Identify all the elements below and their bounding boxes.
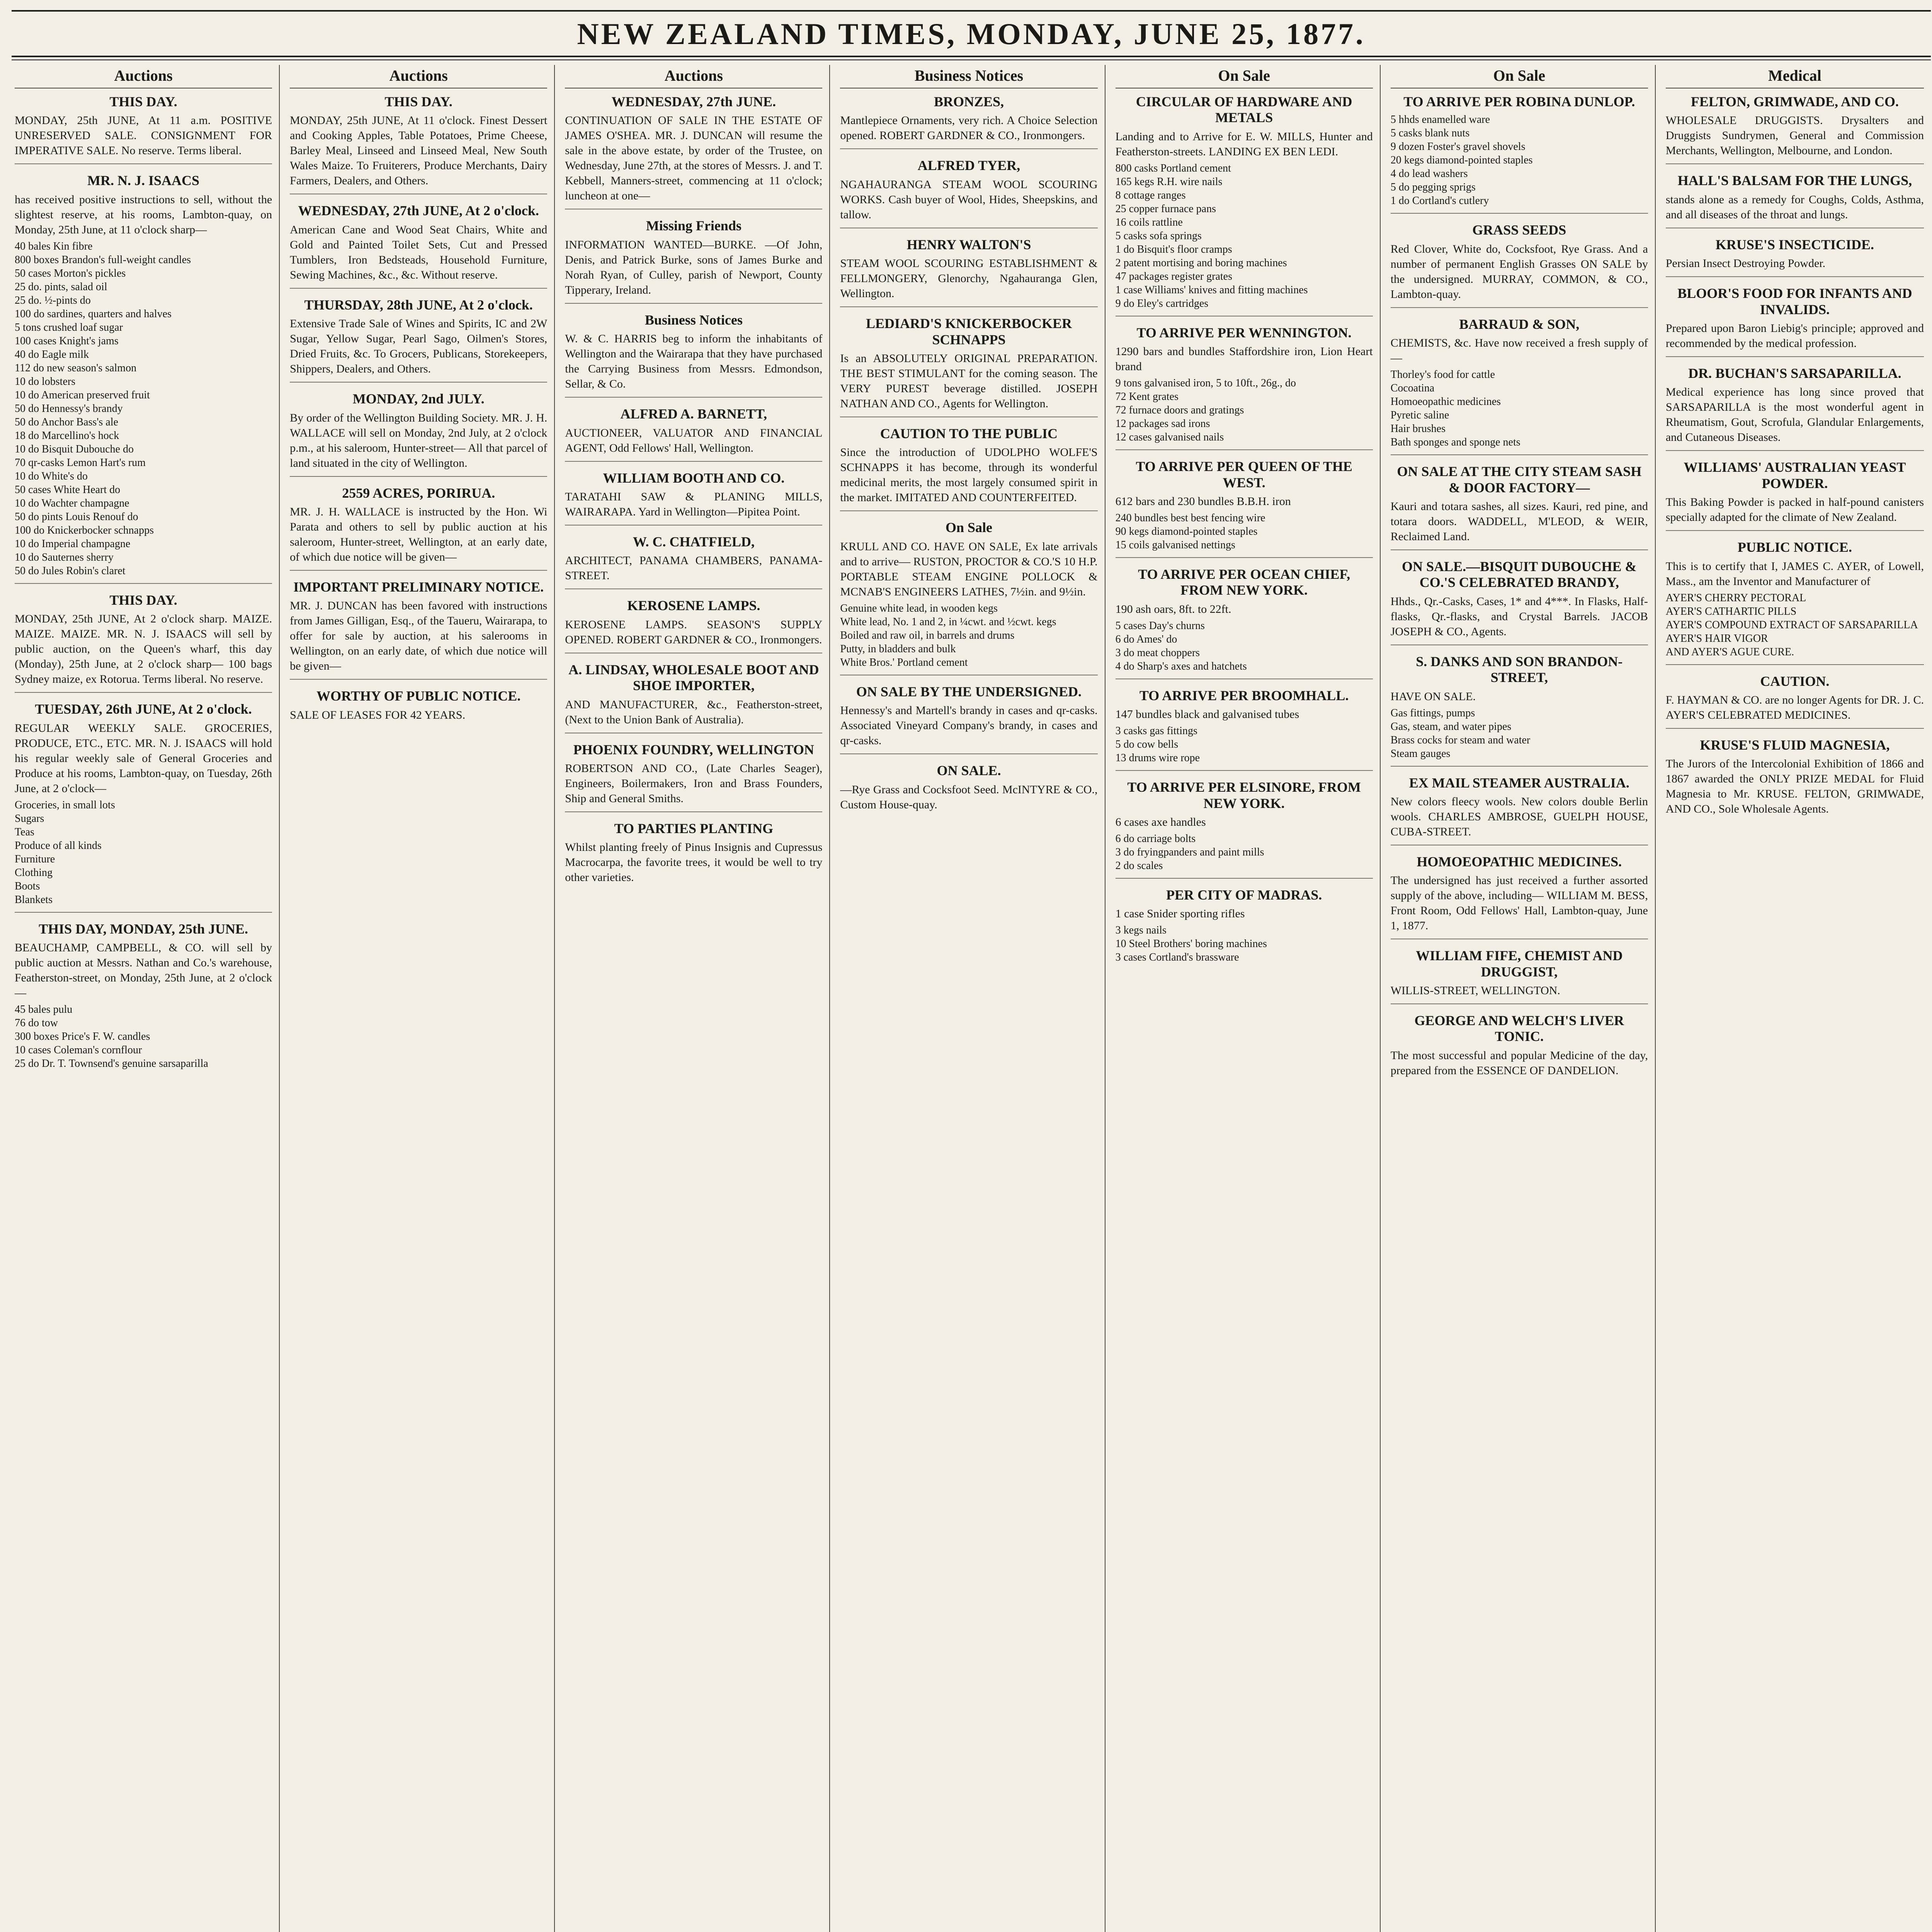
list-item: 5 cases Day's churns [1115, 619, 1205, 632]
notice-title: BLOOR'S FOOD FOR INFANTS AND INVALIDS. [1677, 286, 1912, 317]
notice-list [1116, 923, 1373, 964]
notice-title: ALFRED A. BARNETT, [620, 406, 767, 422]
notice [840, 316, 1097, 417]
notice-list [840, 602, 1097, 669]
notice [290, 688, 547, 728]
notice [1391, 559, 1648, 645]
notice [1116, 688, 1373, 771]
notice-body: The undersigned has just received a further assorted supply of the above, including— WILLIAM M. BESS, Front Room, Odd Fellows' Hall, Lambton-quay, June 1, 1877. [1390, 874, 1648, 932]
notice-title: DR. BUCHAN'S SARSAPARILLA. [1688, 365, 1901, 381]
notice-title: BARRAUD & SON, [1459, 316, 1580, 332]
list-item: 45 bales pulu [15, 1003, 73, 1015]
notice [1391, 1013, 1648, 1083]
notice-title: TO PARTIES PLANTING [614, 820, 774, 836]
list-item: 100 do Knickerbocker schnapps [15, 524, 154, 536]
notice [1666, 737, 1924, 822]
notice-title: THIS DAY. [109, 94, 177, 109]
notice-body: Red Clover, White do, Cocksfoot, Rye Grass. And a number of permanent English Grasses ON SALE by the undersigned. MURRAY, COMMON, & CO., Lambton-quay. [1390, 242, 1648, 301]
notice-title: WEDNESDAY, 27th JUNE. [611, 94, 776, 109]
notice-title: ON SALE. [937, 763, 1001, 779]
notice-title: MR. N. J. ISAACS [87, 173, 200, 189]
notice [1666, 94, 1924, 164]
notice-body: Hennessy's and Martell's brandy in cases and qr-casks. Associated Vineyard Company's brandy, in cases and qr-casks. [840, 704, 1098, 747]
notice-list [15, 1003, 272, 1070]
notice [290, 94, 547, 194]
list-item: 100 cases Knight's jams [15, 335, 119, 347]
notice-body: This Baking Powder is packed in half-pound canisters specially adapted for the climate of New Zealand. [1665, 496, 1924, 524]
column-heading: Business Notices [840, 65, 1097, 88]
list-item: 16 coils rattline [1115, 216, 1183, 228]
list-item: 2 do scales [1115, 859, 1163, 872]
notice-list [1116, 832, 1373, 872]
notice-title: W. C. CHATFIELD, [633, 534, 755, 549]
notice-list [15, 240, 272, 578]
notice-title: HOMOEOPATHIC MEDICINES. [1417, 854, 1622, 869]
list-item: 5 do cow bells [1115, 738, 1179, 751]
list-item: 70 qr-casks Lemon Hart's rum [15, 456, 146, 469]
notice-title: WORTHY OF PUBLIC NOTICE. [316, 688, 521, 704]
notice-title: ON SALE BY THE UNDERSIGNED. [856, 684, 1082, 699]
notice-body: ARCHITECT, PANAMA CHAMBERS, PANAMA-STREET. [565, 554, 823, 582]
list-item: Thorley's food for cattle [1390, 369, 1495, 381]
notice-body: The most successful and popular Medicine of the day, prepared from the ESSENCE OF DANDELION. [1390, 1049, 1648, 1077]
masthead [0, 15, 1932, 53]
list-item: Sugars [15, 812, 44, 825]
list-item: 50 do pints Louis Renouf do [15, 510, 138, 523]
column-heading: On Sale [1391, 65, 1648, 88]
masthead-title: NEW ZEALAND TIMES, MONDAY, JUNE 25, 1877. [577, 17, 1366, 51]
notice-body: Whilst planting freely of Pinus Insignis and Cupressus Macrocarpa, the favorite trees, it would be well to try other varieties. [565, 841, 823, 884]
list-item: Boots [15, 880, 40, 892]
notice-title: KRUSE'S FLUID MAGNESIA, [1700, 737, 1890, 753]
notice [565, 312, 822, 398]
list-item: 15 coils galvanised nettings [1115, 539, 1235, 551]
notice-list [1391, 706, 1648, 760]
list-item: 76 do tow [15, 1017, 58, 1029]
notice-body: KEROSENE LAMPS. SEASON'S SUPPLY OPENED. ROBERT GARDNER & CO., Ironmongers. [565, 618, 823, 646]
notice-body: stands alone as a remedy for Coughs, Colds, Asthma, and all diseases of the throat and lungs. [1665, 193, 1924, 221]
list-item: Furniture [15, 853, 55, 865]
notice [1666, 459, 1924, 531]
list-item: 3 do meat choppers [1115, 646, 1200, 659]
notice-title: PER CITY OF MADRAS. [1166, 887, 1322, 903]
notice [1116, 325, 1373, 450]
notice [1391, 654, 1648, 767]
list-item: 165 kegs R.H. wire nails [1115, 175, 1223, 188]
list-item: 72 furnace doors and gratings [1115, 404, 1244, 417]
notice [565, 470, 822, 526]
notice-body: AND MANUFACTURER, &c., Featherston-street, (Next to the Union Bank of Australia). [565, 698, 823, 726]
notice-title: MONDAY, 2nd JULY. [352, 391, 485, 407]
notice [290, 391, 547, 476]
list-item: Blankets [15, 893, 53, 906]
notice-list [1116, 376, 1373, 444]
list-item: 5 tons crushed loaf sugar [15, 321, 123, 333]
notice-title: TUESDAY, 26th JUNE, At 2 o'clock. [35, 701, 252, 717]
column-heading: Auctions [15, 65, 272, 88]
list-item: 1 do Bisquit's floor cramps [1115, 243, 1232, 255]
notice [1666, 673, 1924, 729]
list-item: 10 do Bisquit Dubouche do [15, 443, 134, 455]
notice [290, 297, 547, 383]
notice-list [15, 798, 272, 906]
notice-title: ON SALE.—BISQUIT DUBOUCHE & CO.'S CELEBRATED BRANDY, [1402, 558, 1637, 590]
notice-body: NGAHAURANGA STEAM WOOL SCOURING WORKS. Cash buyer of Wool, Hides, Sheepskins, and tallow. [840, 178, 1098, 221]
list-item: 40 do Eagle milk [15, 348, 89, 361]
notice-body: The Jurors of the Intercolonial Exhibition of 1866 and 1867 awarded the ONLY PRIZE MEDAL for Fluid Magnesia to Mr. KRUSE. FELTON, GRIMWADE, AND CO., Sole Wholesale Agents. [1665, 757, 1924, 816]
notice-list [1391, 113, 1648, 207]
notice-body: This is to certify that I, JAMES C. AYER, of Lowell, Mass., am the Inventor and Manufacturer of [1665, 560, 1924, 588]
notice-title: HALL'S BALSAM FOR THE LUNGS, [1677, 173, 1912, 189]
list-item: 10 do Imperial champagne [15, 537, 131, 550]
list-item: 6 do Ames' do [1115, 633, 1177, 645]
notice [1116, 94, 1373, 316]
list-item: 10 do White's do [15, 470, 88, 482]
notice-body: STEAM WOOL SCOURING ESTABLISHMENT & FELLMONGERY, Glenorchy, Ngahauranga Glen, Wellington. [840, 257, 1098, 300]
list-item: 90 kegs diamond-pointed staples [1115, 525, 1258, 537]
list-item: 50 do Jules Robin's claret [15, 565, 126, 577]
notice-title: FELTON, GRIMWADE, AND CO. [1690, 94, 1899, 109]
list-item: Groceries, in small lots [15, 799, 115, 811]
notice [15, 921, 272, 1076]
list-item: Cocoatina [1390, 382, 1435, 395]
column-2 [287, 65, 555, 1932]
notice-body: CHEMISTS, &c. Have now received a fresh supply of— [1390, 337, 1648, 365]
list-item: 6 do carriage bolts [1115, 832, 1196, 845]
list-item: 112 do new season's salmon [15, 362, 137, 374]
column-6 [1388, 65, 1656, 1932]
notice [565, 821, 822, 890]
notice-body: By order of the Wellington Building Society. MR. J. H. WALLACE will sell on Monday, 2nd July, at 2 o'clock p.m., at his saleroom, Hunter-street— All that parcel of land situated in the city of Wellington. [290, 411, 548, 469]
notice-body: Since the introduction of UDOLPHO WOLFE'S SCHNAPPS it has become, through its wonderful medicinal merits, the most largely consumed spirit in the market. IMITATED AND COUNTERFEITED. [840, 446, 1098, 504]
list-item: 9 tons galvanised iron, 5 to 10ft., 26g., do [1115, 377, 1296, 389]
notice-title: IMPORTANT PRELIMINARY NOTICE. [293, 579, 544, 595]
notice-title: THIS DAY, MONDAY, 25th JUNE. [39, 921, 248, 937]
notice-title: On Sale [945, 520, 992, 536]
list-item: 2 patent mortising and boring machines [1115, 257, 1287, 269]
notice-title: PHOENIX FOUNDRY, WELLINGTON [573, 742, 814, 757]
notice-body: Landing and to Arrive for E. W. MILLS, Hunter and Featherston-streets. LANDING EX BEN LEDI. [1115, 130, 1373, 158]
list-item: 25 do Dr. T. Townsend's genuine sarsaparilla [15, 1057, 208, 1070]
notice [1666, 539, 1924, 665]
list-item: 4 do Sharp's axes and hatchets [1115, 660, 1247, 672]
notice [565, 406, 822, 461]
list-item: 3 cases Cortland's brassware [1115, 951, 1239, 964]
notice-body: INFORMATION WANTED—BURKE. —Of John, Denis, and Patrick Burke, sons of James Burke and Norah Ryan, of Culley, parish of Newport, County Tipperary, Ireland. [565, 238, 823, 296]
list-item: 3 kegs nails [1115, 924, 1167, 937]
column-heading: Auctions [565, 65, 822, 88]
list-item: 25 do. ½-pints do [15, 294, 91, 306]
notice-body: ROBERTSON AND CO., (Late Charles Seager), Engineers, Boilermakers, Iron and Brass Founders, Ship and General Smiths. [565, 762, 823, 805]
notice [290, 203, 547, 288]
notice-list [1666, 591, 1924, 659]
list-item: 800 casks Portland cement [1115, 162, 1231, 174]
notice [1391, 464, 1648, 550]
list-item: 3 do fryingpanders and paint mills [1115, 846, 1264, 858]
notice-list [1116, 724, 1373, 765]
list-item: Teas [15, 826, 34, 838]
list-item: 50 do Anchor Bass's ale [15, 416, 118, 428]
list-item: 10 Steel Brothers' boring machines [1115, 938, 1267, 950]
notice [565, 742, 822, 812]
notice-title: TO ARRIVE PER ELSINORE, FROM NEW YORK. [1127, 779, 1361, 811]
list-item: AYER'S HAIR VIGOR [1665, 632, 1768, 645]
notice [840, 426, 1097, 511]
notice [1391, 222, 1648, 308]
list-item: Boiled and raw oil, in barrels and drums [840, 629, 1015, 641]
list-item: 8 cottage ranges [1115, 189, 1186, 201]
notice-title: CAUTION. [1760, 673, 1830, 689]
notice [840, 684, 1097, 754]
list-item: 3 casks gas fittings [1115, 725, 1197, 737]
notice [840, 763, 1097, 817]
list-item: 1 do Cortland's cutlery [1390, 195, 1489, 207]
notice [1116, 779, 1373, 879]
notice-body: Hhds., Qr.-Casks, Cases, 1* and 4***. In Flasks, Half-flasks, Qr.-flasks, and Crystal Barrels. JACOB JOSEPH & CO., Agents. [1390, 595, 1648, 638]
notice-title: HENRY WALTON'S [906, 236, 1031, 252]
notice-body: Mantlepiece Ornaments, very rich. A Choice Selection opened. ROBERT GARDNER & CO., Ironmongers. [840, 114, 1098, 142]
notice-body: F. HAYMAN & CO. are no longer Agents for DR. J. C. AYER'S CELEBRATED MEDICINES. [1665, 693, 1924, 721]
notice-title: ON SALE AT THE CITY STEAM SASH & DOOR FACTORY— [1397, 464, 1642, 495]
notice-title: Business Notices [645, 312, 743, 328]
notice-title: BRONZES, [934, 94, 1004, 109]
notice-title: THURSDAY, 28th JUNE, At 2 o'clock. [304, 297, 533, 313]
notice-title: KRUSE'S INSECTICIDE. [1715, 236, 1874, 252]
notice [1391, 854, 1648, 939]
list-item: 5 hhds enamelled ware [1390, 114, 1490, 126]
notice-body: Is an ABSOLUTELY ORIGINAL PREPARATION. THE BEST STIMULANT for the coming season. The VERY PUREST beverage distilled. JOSEPH NATHAN AND CO., Agents for Wellington. [840, 352, 1098, 410]
list-item: 9 do Eley's cartridges [1115, 297, 1209, 310]
list-item: 50 cases White Heart do [15, 483, 121, 496]
notice-body: CONTINUATION OF SALE IN THE ESTATE OF JAMES O'SHEA. MR. J. DUNCAN will resume the sale in the above estate, by order of the Trustee, on Wednesday, June 27th, at the stores of Messrs. J. and T. Kebbell, Manners-street, commencing at 11 o'clock; luncheon at one— [565, 114, 823, 202]
column-5 [1112, 65, 1381, 1932]
notice-title: TO ARRIVE PER ROBINA DUNLOP. [1403, 94, 1635, 109]
list-item: 300 boxes Price's F. W. candles [15, 1030, 150, 1043]
notice [15, 701, 272, 912]
list-item: 50 cases Morton's pickles [15, 267, 126, 279]
notice-body: 1290 bars and bundles Staffordshire iron, Lion Heart brand [1115, 345, 1373, 373]
list-item: Clothing [15, 866, 53, 879]
list-item: AYER'S CHERRY PECTORAL [1665, 592, 1806, 604]
notice-body: 1 case Snider sporting rifles [1115, 907, 1245, 920]
list-item: Gas fittings, pumps [1390, 707, 1475, 719]
columns-grid [12, 65, 1931, 1932]
list-item: 10 cases Coleman's cornflour [15, 1044, 142, 1056]
notice [1666, 237, 1924, 277]
notice-body: MONDAY, 25th JUNE, At 2 o'clock sharp. MAIZE. MAIZE. MAIZE. MR. N. J. ISAACS will sell by public auction, on the Queen's wharf, this day (Monday), 25th June, at 2 o'clock sharp— 100 bags Sydney maize, ex Rotorua. Terms liberal. No reserve. [15, 612, 272, 686]
notice-body: Prepared upon Baron Liebig's principle; approved and recommended by the medical profession. [1665, 321, 1924, 350]
notice [290, 485, 547, 571]
notice-body: Persian Insect Destroying Powder. [1665, 257, 1826, 270]
notice [1391, 775, 1648, 845]
notice [1391, 316, 1648, 455]
notice-body: MONDAY, 25th JUNE, At 11 o'clock. Finest Dessert and Cooking Apples, Table Potatoes, Prime Cheese, Barley Meal, Linseed and Linseed Meal, New South Wales Maize. To Fruiterers, Produce Merchants, Dairy Farmers, Dealers, and Others. [290, 114, 548, 187]
list-item: Produce of all kinds [15, 839, 102, 852]
notice [565, 662, 822, 733]
list-item: 1 case Williams' knives and fitting machines [1115, 284, 1308, 296]
notice-body: —Rye Grass and Cocksfoot Seed. McINTYRE & CO., Custom House-quay. [840, 783, 1098, 811]
notice-title: S. DANKS AND SON BRANDON-STREET, [1416, 653, 1623, 685]
column-heading: Medical [1666, 65, 1924, 88]
notice-body: has received positive instructions to sell, without the slightest reserve, at his rooms, Lambton-quay, on Monday, 25th June, at 11 o'clock sharp— [15, 193, 272, 236]
list-item: 9 dozen Foster's gravel shovels [1390, 141, 1526, 153]
notice-body: New colors fleecy wools. New colors double Berlin wools. CHARLES AMBROSE, GUELPH HOUSE, CUBA-STREET. [1390, 795, 1648, 838]
notice [1116, 566, 1373, 679]
column-7 [1663, 65, 1931, 1932]
notice [1116, 459, 1373, 558]
notice-title: WEDNESDAY, 27th JUNE, At 2 o'clock. [298, 203, 539, 219]
notice-body: HAVE ON SALE. [1390, 690, 1476, 703]
notice [15, 592, 272, 693]
column-1 [12, 65, 280, 1932]
list-item: 47 packages register grates [1115, 270, 1232, 282]
notice-body: 6 cases axe handles [1115, 815, 1206, 828]
notice-body: WILLIS-STREET, WELLINGTON. [1390, 984, 1560, 997]
notice-title: 2559 ACRES, PORIRUA. [342, 485, 495, 501]
notice-body: AUCTIONEER, VALUATOR AND FINANCIAL AGENT, Odd Fellows' Hall, Wellington. [565, 426, 823, 454]
notice-body: TARATAHI SAW & PLANING MILLS, WAIRARAPA. Yard in Wellington—Pipitea Point. [565, 490, 823, 518]
notice-body: SALE OF LEASES FOR 42 YEARS. [290, 708, 466, 721]
notice-title: EX MAIL STEAMER AUSTRALIA. [1409, 775, 1629, 791]
column-heading: On Sale [1116, 65, 1373, 88]
list-item: 800 boxes Brandon's full-weight candles [15, 253, 191, 266]
list-item: 18 do Marcellino's hock [15, 429, 119, 442]
list-item: White lead, No. 1 and 2, in ¼cwt. and ½cwt. kegs [840, 616, 1056, 628]
list-item: 5 casks blank nuts [1390, 127, 1470, 139]
list-item: Genuine white lead, in wooden kegs [840, 602, 998, 614]
notice-title: TO ARRIVE PER WENNINGTON. [1136, 325, 1352, 340]
notice-list [1391, 368, 1648, 449]
notice-title: WILLIAM FIFE, CHEMIST AND DRUGGIST, [1416, 948, 1623, 980]
list-item: AYER'S COMPOUND EXTRACT OF SARSAPARILLA [1665, 619, 1918, 631]
notice [565, 94, 822, 209]
notice-title: WILLIAM BOOTH AND CO. [603, 470, 785, 486]
list-item: 25 do. pints, salad oil [15, 281, 107, 293]
list-item: Homoeopathic medicines [1390, 396, 1501, 408]
notice-title: ALFRED TYER, [917, 158, 1020, 173]
notice-body: MR. J. H. WALLACE is instructed by the Hon. Wi Parata and others to sell by public auction at his saleroom, Hunter-street, Wellington, at an early date, of which due notice will be given— [290, 505, 548, 563]
list-item: AYER'S CATHARTIC PILLS [1665, 605, 1797, 617]
notice-title: GRASS SEEDS [1472, 222, 1566, 238]
notice-title: KEROSENE LAMPS. [627, 598, 760, 614]
list-item: 100 do sardines, quarters and halves [15, 308, 172, 320]
notice-body: Kauri and totara sashes, all sizes. Kauri, red pine, and totara doors. WADDELL, M'LEOD, & WEIR, Reclaimed Land. [1390, 500, 1648, 543]
list-item: 20 kegs diamond-pointed staples [1390, 154, 1533, 167]
notice-title: TO ARRIVE PER OCEAN CHIEF, FROM NEW YORK. [1138, 566, 1350, 598]
list-item: Putty, in bladders and bulk [840, 643, 956, 655]
list-item: 240 bundles best best fencing wire [1115, 512, 1265, 524]
notice [1116, 887, 1373, 969]
notice [840, 158, 1097, 228]
notice-body: MONDAY, 25th JUNE, At 11 a.m. POSITIVE UNRESERVED SALE. CONSIGNMENT FOR IMPERATIVE SALE. No reserve. Terms liberal. [15, 114, 272, 157]
notice [290, 579, 547, 680]
notice-title: LEDIARD'S KNICKERBOCKER SCHNAPPS [866, 316, 1072, 347]
notice-title: Missing Friends [646, 218, 742, 234]
list-item: Pyretic saline [1390, 409, 1449, 422]
list-item: 10 do lobsters [15, 375, 76, 388]
notice-title: THIS DAY. [384, 94, 452, 109]
masthead-rule [12, 56, 1931, 57]
list-item: 4 do lead washers [1390, 168, 1468, 180]
list-item: 10 do Wachter champagne [15, 497, 129, 509]
top-rule [12, 10, 1931, 12]
notice [840, 237, 1097, 307]
list-item: Brass cocks for steam and water [1390, 734, 1531, 746]
notice-body: 190 ash oars, 8ft. to 22ft. [1115, 602, 1231, 616]
notice-body: Extensive Trade Sale of Wines and Spirits, IC and 2W Sugar, Yellow Sugar, Pearl Sago, Oilmen's Stores, Dried Fruits, &c. To Grocers, Publicans, Storekeepers, Shippers, Dealers, and Others. [290, 317, 548, 376]
notice-body: 612 bars and 230 bundles B.B.H. iron [1115, 495, 1291, 508]
notice-body: WHOLESALE DRUGGISTS. Drysalters and Druggists Sundrymen, General and Commission Merchants, Wellington, Melbourne, and London. [1665, 114, 1924, 157]
list-item: 13 drums wire rope [1115, 752, 1200, 764]
column-3 [562, 65, 830, 1932]
list-item: 12 cases galvanised nails [1115, 431, 1224, 444]
notice [565, 598, 822, 653]
notice-title: CAUTION TO THE PUBLIC [880, 425, 1058, 441]
notice-body: KRULL AND CO. HAVE ON SALE, Ex late arrivals and to arrive— RUSTON, PROCTOR & CO.'S 10 H.P. PORTABLE STEAM ENGINE POLLOCK & MCNAB'S ENGINEERS LATHES, 7½in. and 9½in. [840, 540, 1098, 598]
notice [1391, 948, 1648, 1004]
notice-body: 147 bundles black and galvanised tubes [1115, 708, 1299, 721]
notice-title: TO ARRIVE PER BROOMHALL. [1139, 687, 1349, 703]
list-item: Hair brushes [1390, 423, 1446, 435]
list-item: AND AYER'S AGUE CURE. [1665, 646, 1794, 658]
notice [15, 94, 272, 164]
notice [1666, 366, 1924, 451]
notice-body: REGULAR WEEKLY SALE. GROCERIES, PRODUCE, ETC., ETC. MR. N. J. ISAACS will hold his regular weekly sale of General Groceries and Produce at his rooms, Lambton-quay, on Tuesday, 26th June, at 2 o'clock— [15, 721, 272, 795]
list-item: 10 do Sauternes sherry [15, 551, 114, 563]
notice-list [1116, 511, 1373, 552]
column-heading: Auctions [290, 65, 547, 88]
notice [565, 534, 822, 589]
notice [565, 218, 822, 303]
notice [15, 173, 272, 583]
list-item: 25 copper furnace pans [1115, 202, 1216, 215]
notice-title: GEORGE AND WELCH'S LIVER TONIC. [1414, 1013, 1624, 1044]
notice [1391, 94, 1648, 214]
list-item: 12 packages sad irons [1115, 418, 1210, 430]
column-4 [837, 65, 1105, 1932]
notice-title: WILLIAMS' AUSTRALIAN YEAST POWDER. [1684, 459, 1906, 491]
notice-body: American Cane and Wood Seat Chairs, White and Gold and Painted Toilet Sets, Cut and Pressed Tumblers, Iron Bedsteads, Household Furniture, Sewing Machines, &c., &c. Without reserve. [290, 223, 548, 281]
notice-body: W. & C. HARRIS beg to inform the inhabitants of Wellington and the Wairarapa that they have purchased the Carrying Business from Messrs. Edmondson, Sellar, & Co. [565, 332, 823, 391]
list-item: Gas, steam, and water pipes [1390, 720, 1512, 733]
list-item: 40 bales Kin fibre [15, 240, 93, 252]
list-item: Steam gauges [1390, 747, 1451, 760]
notice [840, 520, 1097, 675]
notice [1666, 286, 1924, 357]
list-item: 5 casks sofa springs [1115, 230, 1202, 242]
notice-title: CIRCULAR OF HARDWARE AND METALS [1136, 94, 1352, 126]
notice-body: BEAUCHAMP, CAMPBELL, & CO. will sell by public auction at Messrs. Nathan and Co.'s warehouse, Featherston-street, on Monday, 25th June, at 2 o'clock— [15, 941, 272, 999]
notice-list [1116, 162, 1373, 310]
list-item: 50 do Hennessy's brandy [15, 402, 123, 415]
notice-title: THIS DAY. [109, 592, 177, 608]
list-item: White Bros.' Portland cement [840, 656, 968, 668]
notice-body: MR. J. DUNCAN has been favored with instructions from James Gilligan, Esq., of the Taueru, Wairarapa, to offer for sale by auction, at his salerooms in Wellington, on an early date, of which due notice will be given— [290, 599, 548, 673]
list-item: 72 Kent grates [1115, 391, 1179, 403]
notice [840, 94, 1097, 149]
notice-body: Medical experience has long since proved that SARSAPARILLA is the most wonderful agent in Rheumatism, Gout, Scrofula, Glandular Enlargements, and Cutaneous Diseases. [1665, 386, 1924, 444]
notice [1666, 173, 1924, 228]
notice-list [1116, 619, 1373, 673]
list-item: 5 do pegging sprigs [1390, 181, 1476, 194]
notice-title: PUBLIC NOTICE. [1737, 539, 1852, 555]
list-item: 10 do American preserved fruit [15, 389, 150, 401]
list-item: Bath sponges and sponge nets [1390, 436, 1520, 449]
notice-title: A. LINDSAY, WHOLESALE BOOT AND SHOE IMPORTER, [568, 662, 819, 694]
notice-title: TO ARRIVE PER QUEEN OF THE WEST. [1136, 459, 1352, 490]
